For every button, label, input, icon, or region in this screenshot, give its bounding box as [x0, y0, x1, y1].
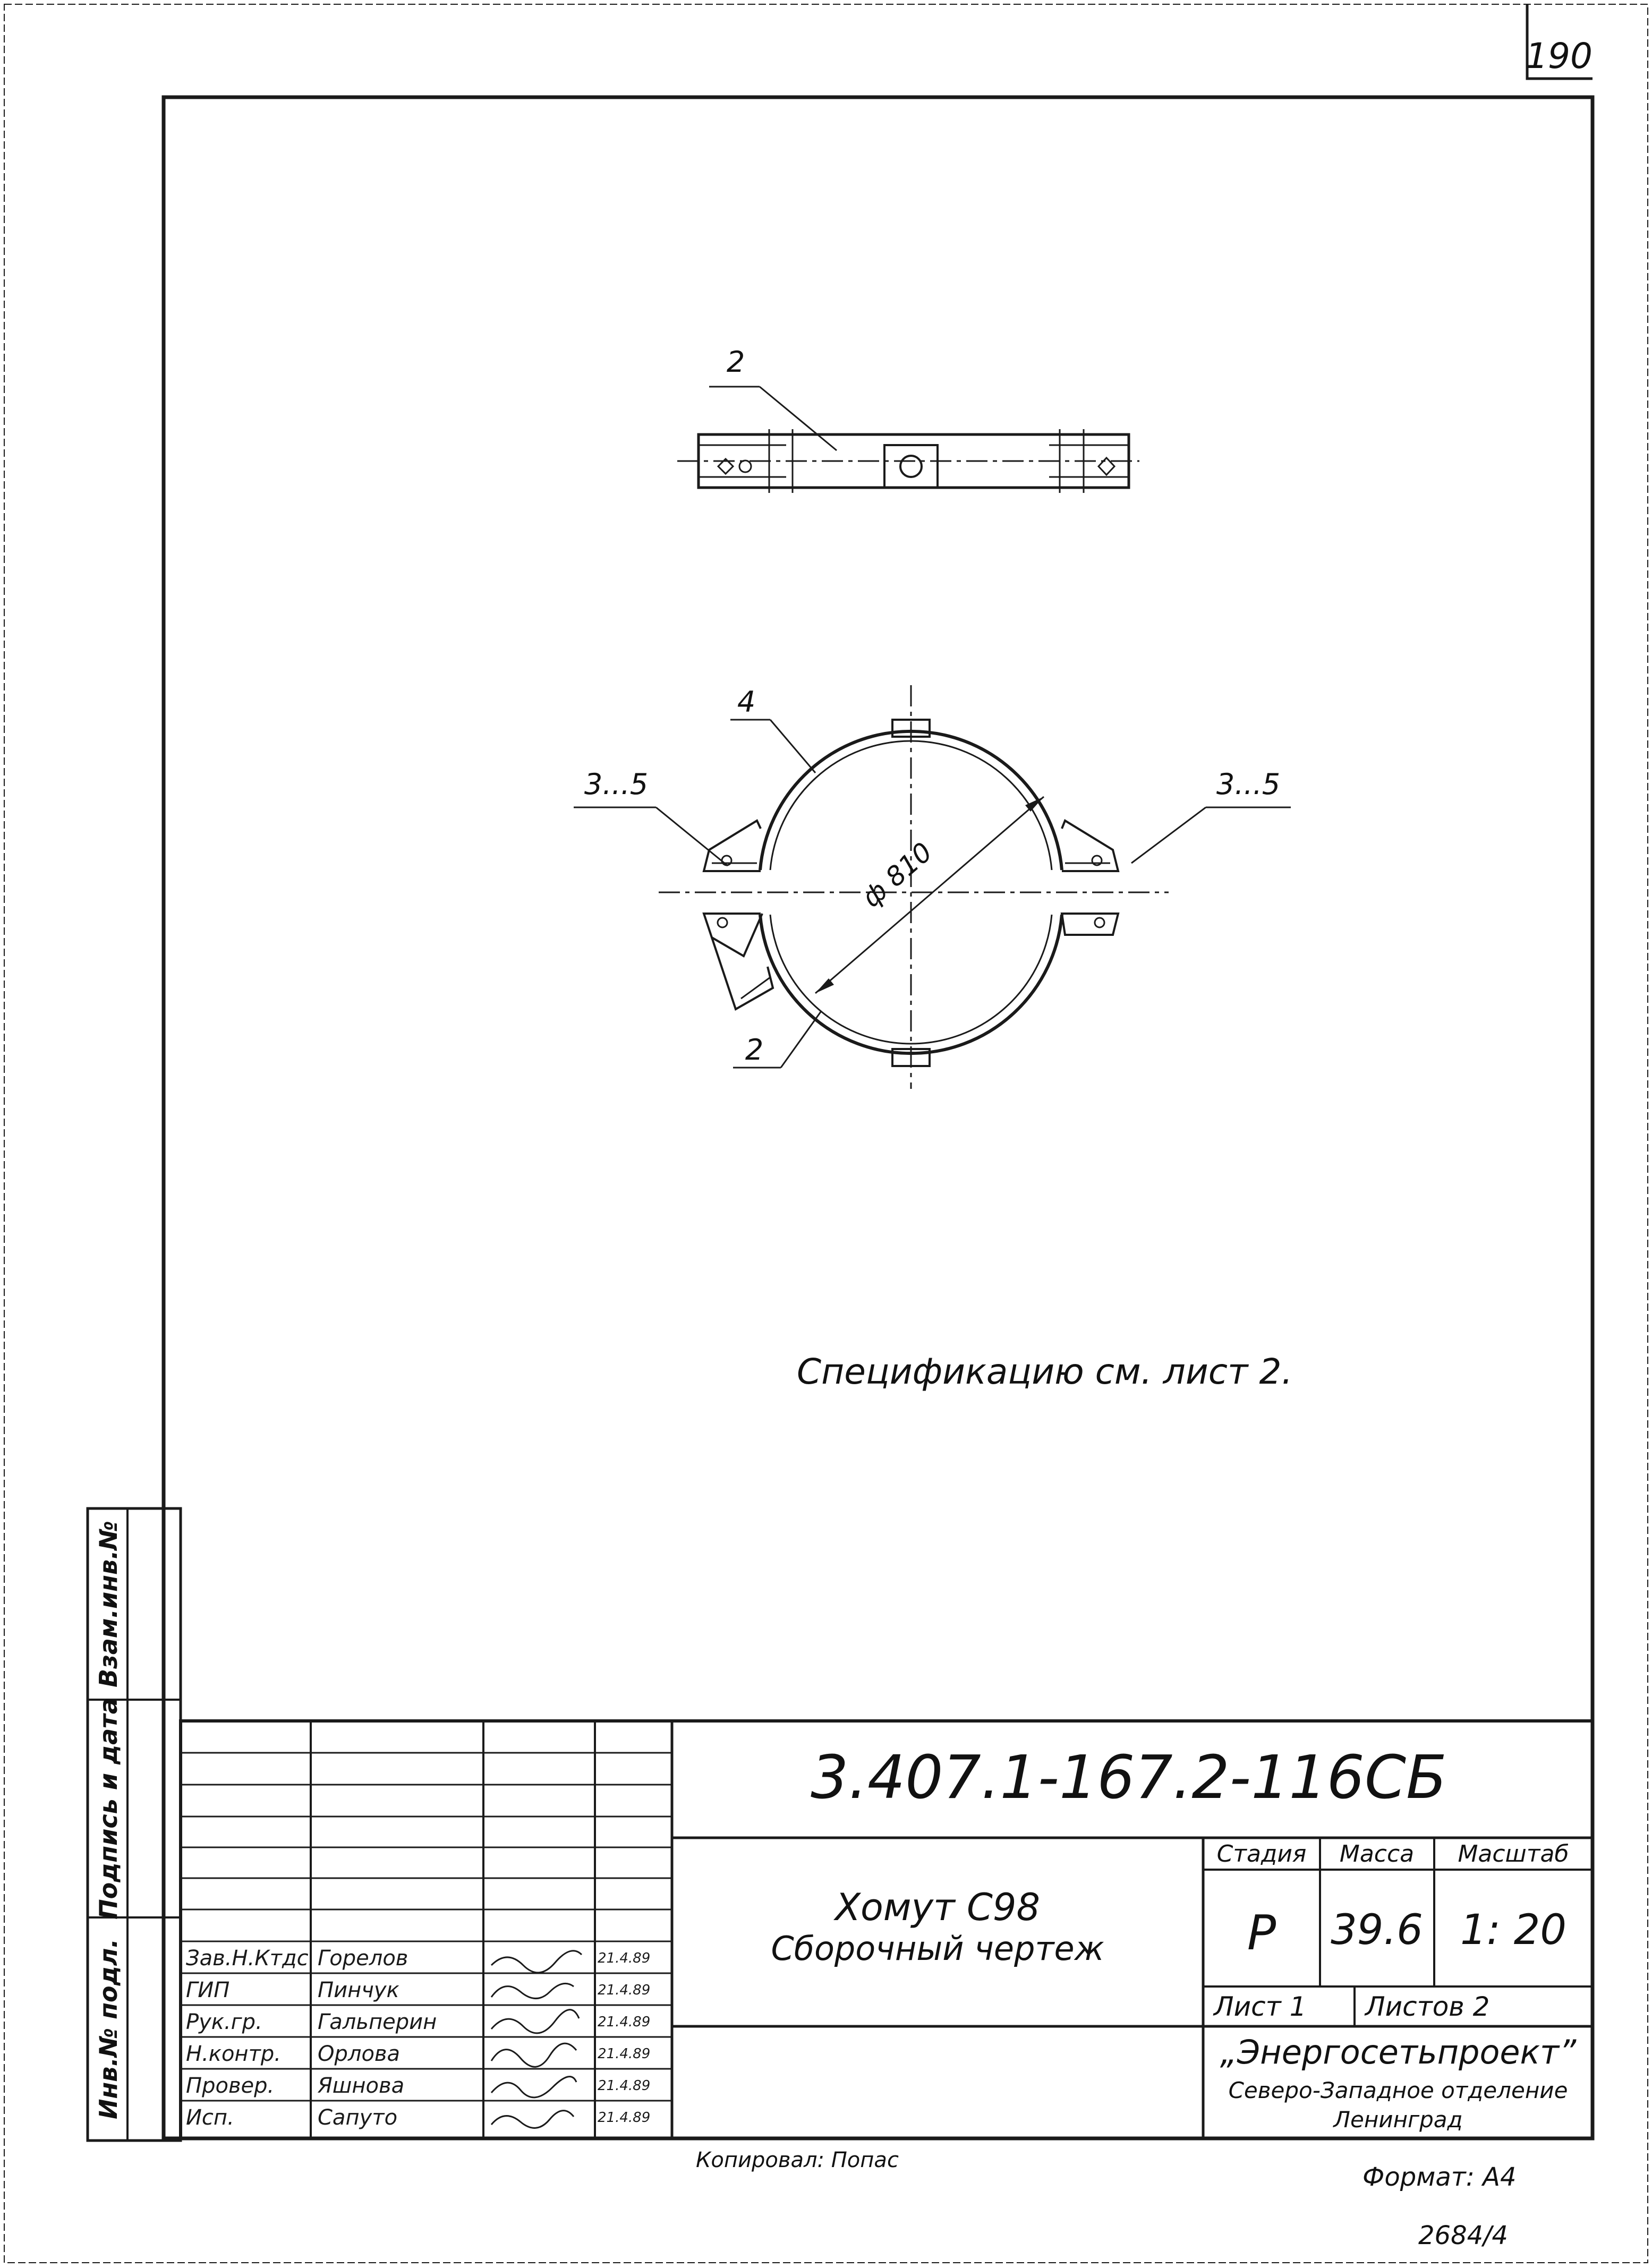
diameter-dimension-line: [815, 797, 1044, 993]
signatory-date: 21.4.89: [598, 1950, 651, 1966]
signature: [491, 1983, 574, 1998]
city-name: Ленинград: [1333, 2107, 1463, 2133]
lug-bolt: [718, 918, 727, 927]
leader-line: [656, 807, 728, 866]
round-callout-3-5-left: 3...5: [584, 768, 649, 801]
interchange-label: Взам.инв.№: [94, 1521, 123, 1687]
copied-by: Копировал: Попас: [696, 2148, 899, 2172]
signatory-row: [186, 1946, 650, 1973]
item-name: Хомут С98: [835, 1886, 1040, 1929]
signatory-row: [186, 2074, 650, 2098]
round-callout-2: 2: [745, 1033, 764, 1067]
signatory-name: Орлова: [318, 2042, 400, 2066]
stage-value: Р: [1247, 1905, 1276, 1961]
top-view: [677, 345, 1139, 493]
signatory-date: 21.4.89: [598, 2046, 651, 2062]
round-view: [574, 685, 1291, 1089]
signatory-role: Провер.: [186, 2074, 275, 2098]
signature-date-label: Подпись и дата: [94, 1698, 123, 1920]
signatory-name: Горелов: [318, 1946, 408, 1971]
sheets-count-label: Листов 2: [1365, 1991, 1490, 2022]
drawing-designation: 3.407.1-167.2-116СБ: [811, 1743, 1447, 1812]
scale-header: Масштаб: [1458, 1840, 1569, 1868]
signature: [491, 2043, 576, 2067]
leader-line: [770, 720, 815, 773]
scale-value: 1: 20: [1460, 1906, 1566, 1954]
mass-value: 39.6: [1331, 1906, 1423, 1954]
mass-header: Масса: [1339, 1840, 1415, 1868]
signature: [491, 2111, 574, 2128]
bolt-hole: [739, 461, 751, 472]
organization-name: „Энергосетьпроект”: [1220, 2033, 1577, 2071]
signatory-role: Н.контр.: [186, 2042, 281, 2066]
signatory-name: Гальперин: [318, 2010, 437, 2034]
left-lower-lug: [704, 914, 762, 956]
signature: [491, 1951, 582, 1973]
round-callout-4: 4: [737, 685, 756, 719]
signatory-date: 21.4.89: [598, 2078, 651, 2094]
leader-line: [1131, 807, 1206, 863]
signature: [491, 2077, 576, 2098]
leader-line: [781, 1012, 821, 1068]
title-block: [181, 1721, 1593, 2138]
sheet-label: Лист 1: [1214, 1991, 1307, 2022]
center-hole: [900, 456, 922, 477]
side-stamp: [88, 1508, 181, 2141]
signatory-date: 21.4.89: [598, 2110, 651, 2126]
inventory-original-label: Инв.№ подл.: [94, 1939, 123, 2119]
signatory-role: Зав.Н.Ктдс: [186, 1946, 309, 1971]
drawing-frame: [164, 97, 1593, 2138]
signature: [491, 2010, 579, 2033]
signatory-role: ГИП: [186, 1978, 230, 2002]
lug-bolt: [1095, 918, 1104, 927]
archive-number: 2684/4: [1418, 2221, 1508, 2250]
signatory-name: Пинчук: [318, 1978, 399, 2002]
stage-header: Стадия: [1216, 1840, 1307, 1868]
sheet-number: 190: [1526, 36, 1593, 76]
center-pad: [884, 445, 938, 488]
signatory-name: Сапуто: [318, 2105, 398, 2130]
specification-note: Спецификацию см. лист 2.: [797, 1351, 1293, 1392]
right-lower-lug: [1062, 914, 1118, 935]
diameter-label: ф 810: [856, 836, 939, 914]
hinge-bolt: [741, 977, 770, 999]
round-callout-3-5-right: 3...5: [1216, 768, 1281, 801]
signatory-date: 21.4.89: [598, 1982, 651, 1998]
signatory-row: [186, 1978, 650, 2002]
signatory-row: [186, 2010, 650, 2034]
department-name: Северо-Западное отделение: [1228, 2077, 1568, 2103]
top-view-callout-2: 2: [726, 345, 745, 379]
signatory-row: [186, 2042, 650, 2067]
signatory-date: 21.4.89: [598, 2014, 651, 2030]
drawing-type: Сборочный чертеж: [771, 1929, 1104, 1968]
leader-line: [760, 387, 837, 450]
signatory-role: Рук.гр.: [186, 2010, 262, 2034]
signatory-row: [186, 2105, 650, 2130]
format-label: Формат: А4: [1363, 2162, 1517, 2192]
signatory-role: Исп.: [186, 2105, 234, 2130]
signatory-name: Яшнова: [318, 2074, 405, 2098]
